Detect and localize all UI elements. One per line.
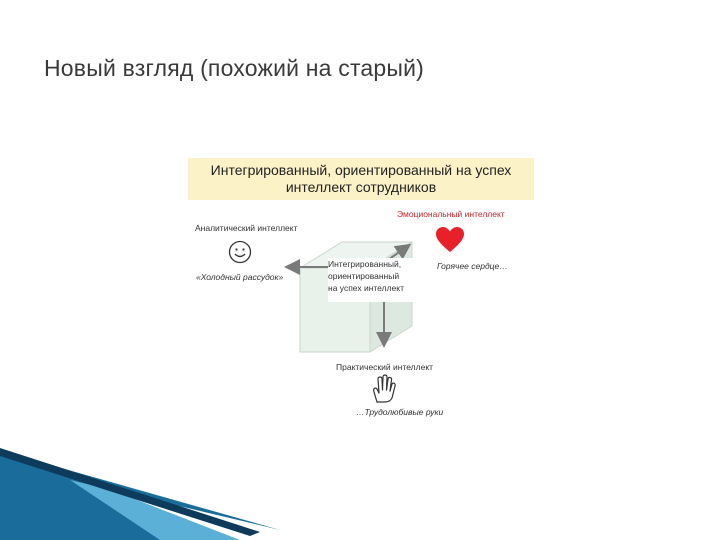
practical-label: Практический интеллект — [336, 362, 434, 372]
banner-line-1: Интегрированный, ориентированный на успех — [210, 162, 512, 178]
emotional-label: Эмоциональный интеллект — [397, 209, 505, 219]
analytic-caption: «Холодный рассудок» — [196, 272, 284, 282]
practical-caption: …Трудолюбивые руки — [356, 407, 444, 417]
center-label — [328, 258, 420, 302]
banner-line-2: интеллект сотрудников — [285, 179, 437, 195]
slide-title: Новый взгляд (похожий на старый) — [44, 55, 425, 81]
center-line-1: Интегрированный, — [328, 259, 402, 269]
center-line-2: ориентированный — [328, 271, 400, 281]
hand-icon — [370, 374, 396, 404]
heart-icon — [435, 226, 465, 254]
smiley-icon — [228, 240, 252, 264]
center-line-3: на успех интеллект — [328, 283, 404, 293]
emotional-caption: Горячее сердце… — [437, 261, 508, 271]
analytic-label: Аналитический интеллект — [195, 223, 298, 233]
